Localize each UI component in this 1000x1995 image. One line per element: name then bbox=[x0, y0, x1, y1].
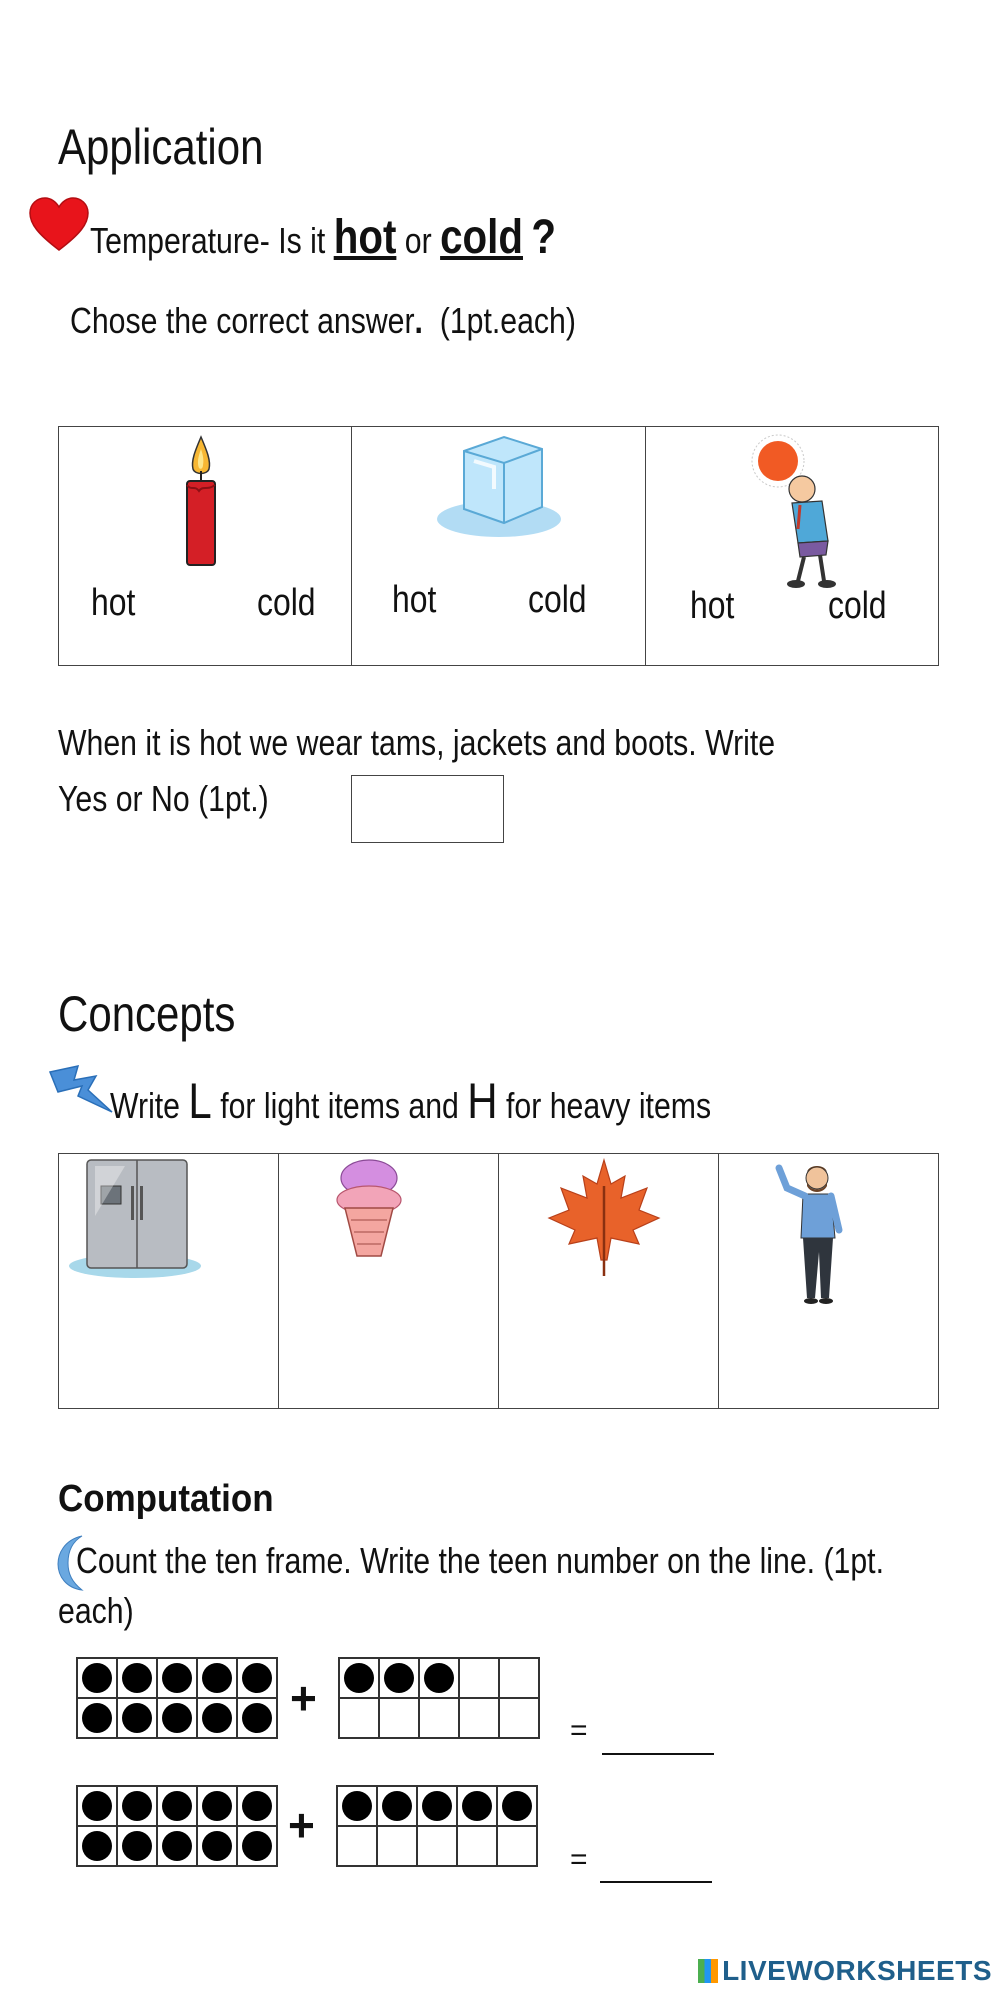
ten-frame-empty-square bbox=[459, 1698, 499, 1738]
ten-frame-counter bbox=[157, 1698, 197, 1738]
ten-frame-counter bbox=[237, 1698, 277, 1738]
ten-frame-counter bbox=[77, 1786, 117, 1826]
ten-frame-empty-square bbox=[379, 1698, 419, 1738]
ten-frame-counter bbox=[377, 1786, 417, 1826]
ten-frame-empty-square bbox=[417, 1826, 457, 1866]
ten-frame-counter bbox=[197, 1786, 237, 1826]
ten-frame-counter bbox=[339, 1658, 379, 1698]
word-hot: hot bbox=[333, 211, 397, 264]
word-cold: cold bbox=[440, 211, 523, 264]
concepts-instruction: Write L for light items and H for heavy items bbox=[110, 1073, 712, 1129]
choice-3-hot[interactable]: hot bbox=[689, 585, 735, 627]
ten-frame-counter bbox=[419, 1658, 459, 1698]
ten-frame-counter bbox=[117, 1826, 157, 1866]
plus-sign-2: + bbox=[288, 1799, 315, 1851]
ten-frame-counter bbox=[237, 1658, 277, 1698]
ten-frame-counter bbox=[237, 1786, 277, 1826]
ten-frame-empty-square bbox=[499, 1698, 539, 1738]
choice-cell-candle bbox=[59, 427, 352, 665]
ten-frame-counter bbox=[457, 1786, 497, 1826]
liveworksheets-logo[interactable]: LIVEWORKSHEETS bbox=[698, 1955, 992, 1987]
ten-frame-counter bbox=[379, 1658, 419, 1698]
ten-frame-counter bbox=[157, 1826, 197, 1866]
ten-frame-counter bbox=[497, 1786, 537, 1826]
yes-no-answer-box[interactable] bbox=[351, 775, 504, 843]
choice-cell-ice bbox=[352, 427, 645, 665]
ice-cream-cone-icon bbox=[329, 1156, 409, 1261]
item-cell-fridge[interactable] bbox=[59, 1154, 279, 1408]
ten-frame-empty-square bbox=[459, 1658, 499, 1698]
ten-frame-counter bbox=[197, 1698, 237, 1738]
ten-frame-counter bbox=[197, 1826, 237, 1866]
ten-frame-counter bbox=[417, 1786, 457, 1826]
brand-icon bbox=[698, 1959, 718, 1983]
answer-blank-1[interactable] bbox=[602, 1753, 714, 1755]
hot-sun-person-icon bbox=[742, 431, 852, 591]
ten-frame-empty-square bbox=[419, 1698, 459, 1738]
choice-3-cold[interactable]: cold bbox=[827, 585, 887, 627]
ten-frame-1-left bbox=[76, 1657, 278, 1739]
application-heading: Application bbox=[58, 119, 264, 175]
equals-sign-2: = bbox=[570, 1843, 588, 1876]
ten-frame-1-right bbox=[338, 1657, 540, 1739]
ten-frame-counter bbox=[157, 1658, 197, 1698]
ten-frame-counter bbox=[237, 1826, 277, 1866]
ten-frame-empty-square bbox=[339, 1698, 379, 1738]
computation-instruction-line-1: Count the ten frame. Write the teen number on the line. (1pt. bbox=[76, 1540, 884, 1581]
weight-item-table bbox=[58, 1153, 939, 1409]
ten-frame-counter bbox=[77, 1826, 117, 1866]
ten-frame-counter bbox=[77, 1658, 117, 1698]
answer-blank-2[interactable] bbox=[600, 1881, 712, 1883]
item-cell-ice-cream[interactable] bbox=[279, 1154, 499, 1408]
ice-cube-icon bbox=[434, 431, 564, 541]
ten-frame-2-left bbox=[76, 1785, 278, 1867]
ten-frame-empty-square bbox=[337, 1826, 377, 1866]
candle-icon bbox=[171, 435, 231, 570]
computation-heading: Computation bbox=[58, 1478, 274, 1520]
choice-2-hot[interactable]: hot bbox=[392, 579, 437, 621]
equals-sign-1: = bbox=[570, 1714, 588, 1747]
ten-frame-counter bbox=[197, 1658, 237, 1698]
choice-2-cold[interactable]: cold bbox=[528, 579, 587, 621]
ten-frame-counter bbox=[337, 1786, 377, 1826]
question-line-2: Yes or No (1pt.) bbox=[58, 778, 269, 819]
choice-1-hot[interactable]: hot bbox=[91, 582, 136, 624]
ten-frame-empty-square bbox=[457, 1826, 497, 1866]
ten-frame-counter bbox=[157, 1786, 197, 1826]
item-cell-leaf[interactable] bbox=[499, 1154, 719, 1408]
ten-frame-counter bbox=[117, 1658, 157, 1698]
computation-instruction-line-2: each) bbox=[58, 1590, 134, 1631]
heart-icon bbox=[28, 196, 90, 254]
concepts-heading: Concepts bbox=[58, 986, 236, 1042]
question-line-1: When it is hot we wear tams, jackets and boots. Write bbox=[58, 722, 776, 763]
ten-frame-counter bbox=[117, 1698, 157, 1738]
temperature-choice-table bbox=[58, 426, 939, 666]
instruction-line: Chose the correct answer. (1pt.each) bbox=[70, 300, 576, 341]
standing-man-icon bbox=[769, 1160, 849, 1310]
item-cell-man[interactable] bbox=[719, 1154, 938, 1408]
temperature-prompt: Temperature- Is it hot or cold ? bbox=[90, 211, 557, 264]
ten-frame-empty-square bbox=[497, 1826, 537, 1866]
choice-1-cold[interactable]: cold bbox=[257, 582, 316, 624]
ten-frame-2-right bbox=[336, 1785, 538, 1867]
plus-sign-1: + bbox=[290, 1672, 317, 1724]
ten-frame-counter bbox=[77, 1698, 117, 1738]
ten-frame-empty-square bbox=[499, 1658, 539, 1698]
maple-leaf-icon bbox=[547, 1156, 662, 1281]
ten-frame-counter bbox=[117, 1786, 157, 1826]
choice-cell-sweating-man bbox=[646, 427, 938, 665]
lightning-bolt-icon bbox=[48, 1064, 114, 1116]
ten-frame-empty-square bbox=[377, 1826, 417, 1866]
refrigerator-icon bbox=[65, 1156, 205, 1281]
